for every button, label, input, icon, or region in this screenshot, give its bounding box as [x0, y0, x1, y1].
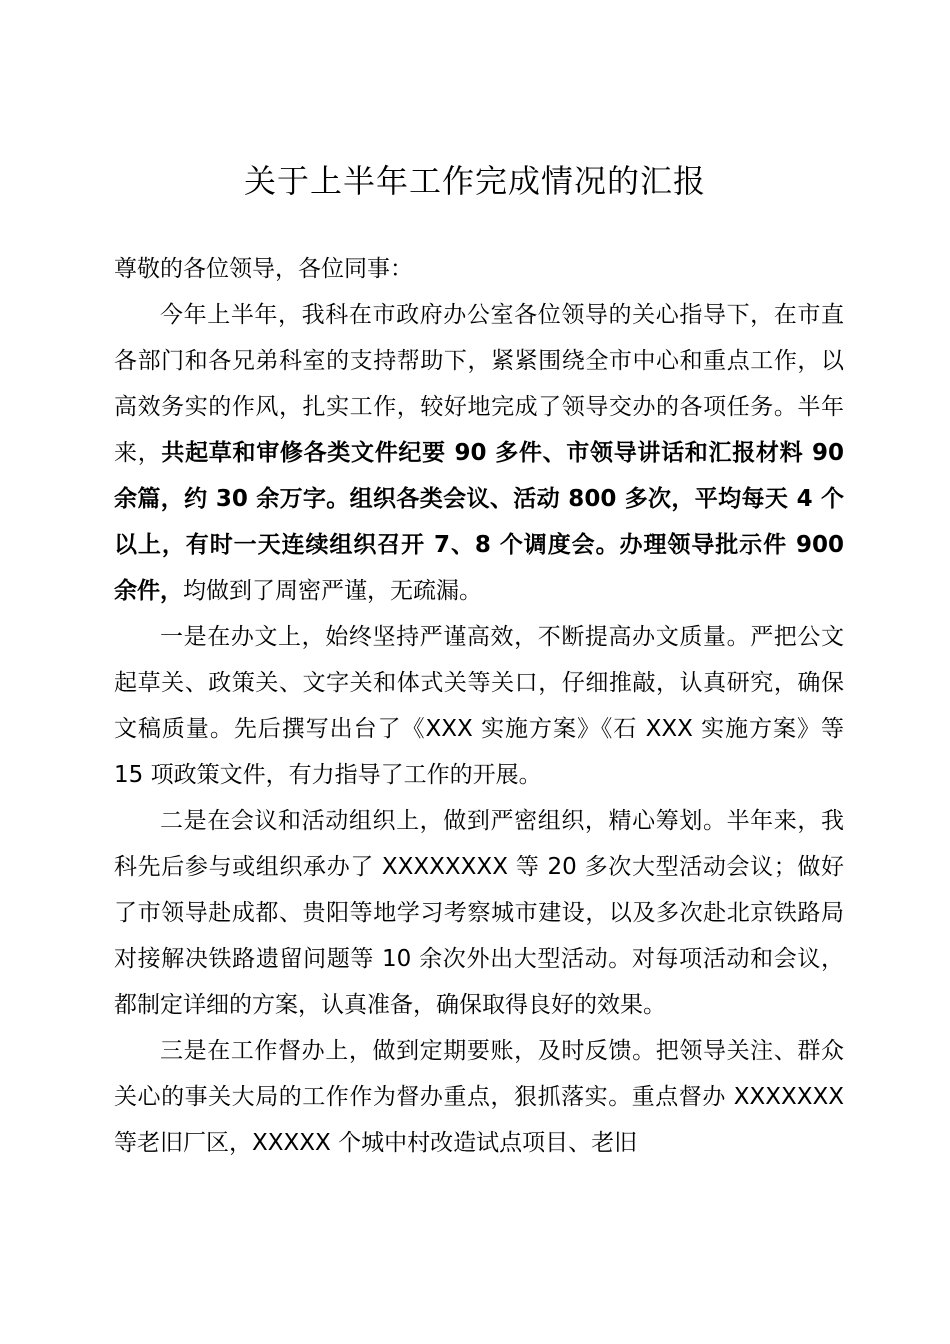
paragraph-document-work-lead: 一是在办文上，始终坚持严谨高效，不断提高办文质量。: [160, 624, 751, 650]
paragraph-summary-end: 均做到了周密严谨，无疏漏。: [183, 578, 482, 604]
paragraph-summary-highlight: 共起草和审修各类文件纪要 90 多件、市领导讲话和汇报材料 90 余篇，约 30 余万字。组织各类会议、活动 800 多次，平均每天 4 个以上，有时一天连续组织召开 7、8 个调度会。办理领导批示件 900 余件，: [114, 440, 844, 604]
document-title: 关于上半年工作完成情况的汇报: [243, 162, 706, 200]
paragraph-document-work: [114, 614, 844, 798]
paragraph-summary-intro: 今年上半年，我科在市政府办公室各位领导的关心指导下，在市直各部门和各兄弟科室的支持帮助下，紧紧围绕全市中心和重点工作，以高效务实的作风，扎实工作，较好地完成了领导交办的各项任务。半年来，: [114, 302, 844, 466]
paragraph-supervision-work-lead: 三是在工作督办上，做到定期要账，及时反馈。: [160, 1038, 656, 1064]
paragraph-supervision-work-rest: 把领导关注、群众关心的事关大局的工作作为督办重点，狠抓落实。重点督办 XXXXXXX 等老旧厂区，XXXXX 个城中村改造试点项目、老旧: [114, 1038, 845, 1156]
paragraph-document-work-rest: 严把公文起草关、政策关、文字关和体式关等关口，仔细推敲，认真研究，确保文稿质量。先后撰写出台了《XXX 实施方案》《石 XXX 实施方案》等 15 项政策文件，有力指导了工作的开展。: [114, 624, 845, 788]
paragraph-supervision-work: [114, 1028, 844, 1166]
paragraph-meeting-work-rest: 半年来，我科先后参与或组织承办了 XXXXXXXX 等 20 多次大型活动会议；做好了市领导赴成都、贵阳等地学习考察城市建设，以及多次赴北京铁路局对接解决铁路遗留问题等 10 余次外出大型活动。对每项活动和会议，都制定详细的方案，认真准备，确保取得良好的效果。: [114, 808, 845, 1018]
paragraph-meeting-work: [114, 798, 844, 1028]
document-body: [114, 246, 844, 1166]
paragraph-meeting-work-lead: 二是在会议和活动组织上，做到严密组织，精心筹划。: [160, 808, 727, 834]
paragraph-summary: [114, 292, 844, 614]
salutation: 尊敬的各位领导，各位同事：: [114, 256, 413, 282]
